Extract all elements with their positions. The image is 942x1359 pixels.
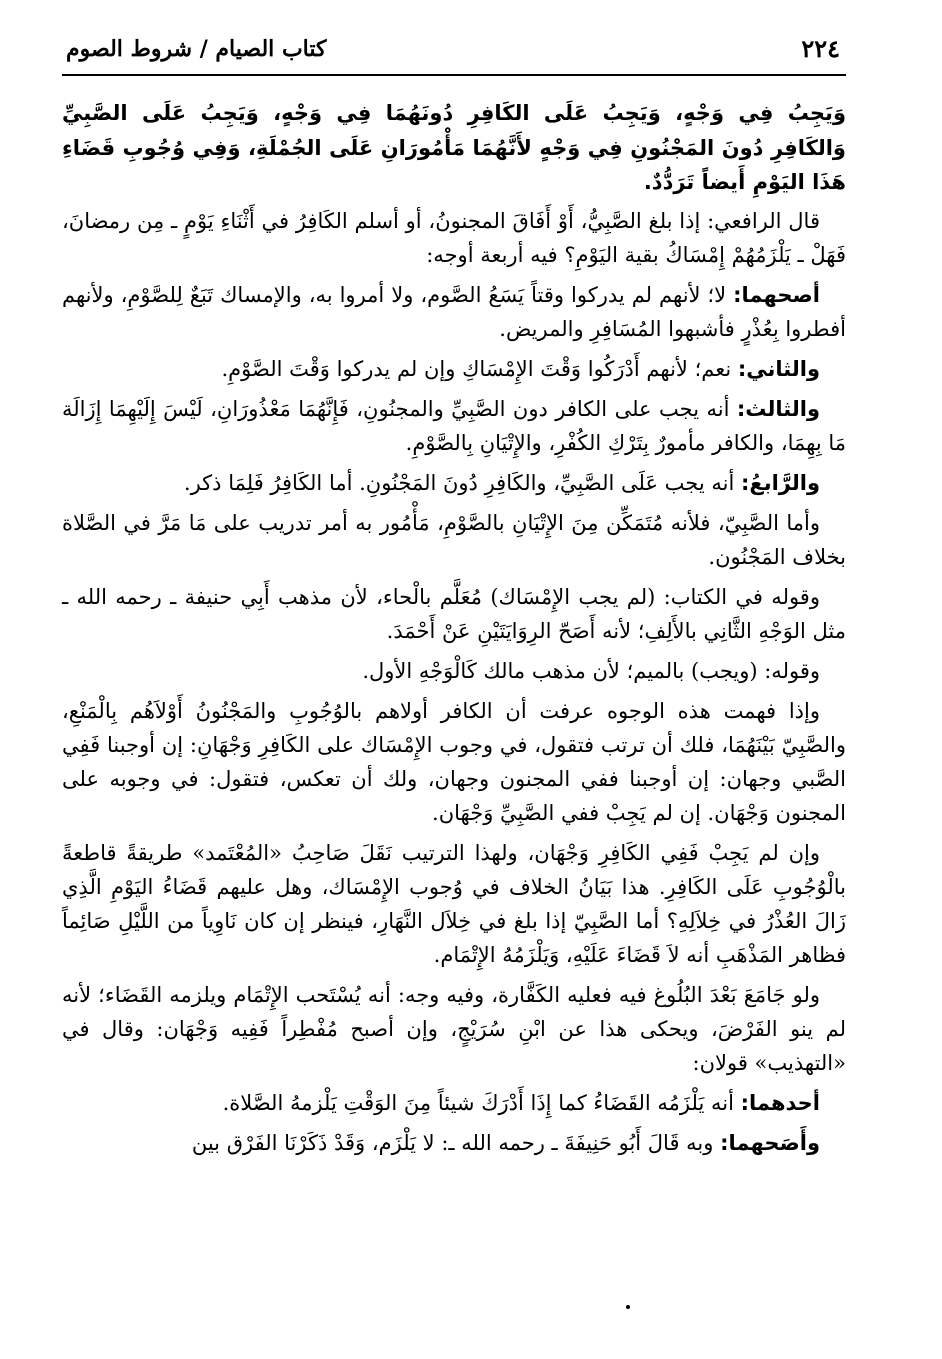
- paragraph-4: [62, 392, 846, 460]
- paragraph-text: أنه يجب عَلَى الصَّبِيِّ، والكَافِرِ دُونَ المَجْنُونِ. أما الكَافِرُ فَلِمَا ذكر.: [183, 471, 741, 496]
- paragraph-text: قال الرافعي: إذا بلغ الصَّبِيُّ، أَوْ أَفَاقَ المجنونُ، أو أسلم الكَافِرُ في أَثْنَاءِ يَوْمٍ ـ مِن رمضانَ، فَهَلْ ـ يَلْزَمُهُمْ إِمْسَاكُ بقية اليَوْمِ؟ فيه أربعة أوجه:: [62, 208, 846, 267]
- paragraph-text: وأما الصَّبِيّ، فلأنه مُتَمَكِّن مِنَ الإِتْيَانِ بالصَّوْمِ، مَأْمُور به أمر تدريب على مَا مَرَّ في الصَّلاة بخلاف المَجْنُون.: [62, 511, 846, 570]
- paragraph-7: [62, 580, 846, 648]
- page-header: [62, 30, 846, 76]
- paragraph-text: وبه قَالَ أَبُو حَنِيفَةَ ـ رحمه الله ـ: لا يَلْزَم، وَقَدْ ذَكَرْنَا الفَرْق بين: [191, 1131, 721, 1156]
- paragraph-9: [62, 694, 846, 830]
- paragraph-text: وقوله في الكتاب: (لم يجب الإِمْسَاك) مُعَلَّم بالْحاء، لأن مذهب أَبِي حنيفة ـ رحمه الله ـ مثل الوَجْهِ الثَّانِي بالأَلِفِ؛ لأنه أَصَحّ الرِوَايَتَيْنِ عَنْ أَحْمَدَ.: [62, 585, 846, 644]
- paragraph-3: [62, 352, 846, 386]
- paragraph-text: أنه يَلْزَمُه القَضَاءُ كما إِذَا أَدْرَكَ شيئاً مِنَ الوَقْتِ يَلْزمهُ الصَّلاة.: [222, 1091, 741, 1116]
- running-title: كتاب الصيام / شروط الصوم: [66, 36, 327, 62]
- paragraph-13: [62, 1126, 846, 1160]
- paragraph-text: نعم؛ لأنهم أَدْرَكُوا وَقْتَ الإِمْسَاكِ وإن لم يدركوا وَقْتَ الصَّوْمِ.: [221, 356, 738, 381]
- paragraph-11: [62, 978, 846, 1080]
- paragraph-lead: أحدهما:: [740, 1091, 820, 1116]
- paragraph-6: [62, 506, 846, 574]
- paragraph-text: وإذا فهمت هذه الوجوه عرفت أن الكافر أولاهم بالوُجُوبِ والمَجْنُونُ أَوْلاَهُم بِالْمَنْعِ، والصَّبِيّ بَيْنَهُمَا، فلك أن ترتب فتقول، في وجوب الإِمْسَاك على الكَافِرِ وَجْهَانِ: إن أوجبنا فَفِي الصَّبي وجهان: إن أوجبنا ففي المجنون وجهان، ولك أن تعكس، فتقول: في وجوبه على المجنون وَجْهَان. إن لم يَجِبْ ففي الصَّبِيِّ وَجْهَان.: [62, 699, 846, 826]
- paragraph-1: [62, 204, 846, 272]
- matn-text: وَيَجِبُ فِي وَجْهٍ، وَيَجِبُ عَلَى الكَافِرِ دُونَهُمَا فِي وَجْهٍ، وَيَجِبُ عَلَى الصَّبِيِّ وَالكَافِرِ دُونَ المَجْنُونِ فِي وَجْهٍ لأَنَّهُمَا مَأْمُورَانِ عَلَى الجُمْلَةِ، وَفِي وُجُوبِ قَضَاءِ هَذَا اليَوْمِ أَيضاً تَرَدُّدٌ.: [62, 101, 846, 195]
- page-number: ٢٢٤: [801, 34, 840, 63]
- paragraph-lead: والثاني:: [737, 356, 820, 381]
- paragraph-text: لا؛ لأنهم لم يدركوا وقتاً يَسَعُ الصَّوم، ولا أمروا به، والإمساك تَبَعٌ لِلصَّوْمِ، ولأنهم أفطروا بِعُذْرٍ فأشبهوا المُسَافِرِ والمريض.: [62, 282, 846, 341]
- paragraph-text: أنه يجب على الكافر دون الصَّبِيِّ والمجنُونِ، فَإِنَّهُمَا مَعْذُورَانِ، لَيْسَ إِلَيْهِمَا إِزَالَة مَا بِهِمَا، والكافر مأمورٌ بِتَرْكِ الكُفْرِ، والإِتْيَانِ بِالصَّوْمِ.: [62, 397, 846, 456]
- paragraph-lead: والثالث:: [736, 397, 820, 421]
- paragraph-lead: والرَّابعُ:: [740, 471, 820, 496]
- paragraph-text: وقوله: (ويجب) بالميم؛ لأن مذهب مالك كَالْوَجْهِ الأول.: [362, 659, 820, 684]
- paragraph-lead: أصحهما:: [733, 282, 820, 307]
- paragraph-10: [62, 836, 846, 972]
- paragraph-5: [62, 466, 846, 500]
- paragraph-2: [62, 278, 846, 346]
- page-body: [62, 96, 846, 1166]
- paragraph-text: وإن لم يَجِبْ فَفِي الكَافِرِ وَجْهَان، ولهذا الترتيب نَقَلَ صَاحِبُ «المُعْتَمد» طريقةً قاطعةً بالْوُجُوبِ عَلَى الكَافِرِ. هذا بَيَانُ الخلاف في وُجوب الإِمْسَاك، وهل عليهم قَضَاءُ اليَوْمِ الَّذِي زَالَ العُذْرُ في خِلاَلِهِ؟ أما الصَّبِيّ إذا بلغ في خِلاَل النَّهَارِ، فينظر إن كان نَاوِياً من اللَّيْلِ صَائِماً فظاهر المَذْهَبِ أنه لاَ قَضَاءَ عَلَيْهِ، وَيَلْزَمُهُ الإِتْمَام.: [62, 841, 846, 968]
- paragraph-text: ولو جَامَعَ بَعْدَ البُلُوغ فيه فعليه الكَفَّارة، وفيه وجه: أنه يُسْتَحب الإِتْمَام ويلزمه القَضَاء؛ لأنه لم ينو الفَرْضَ، ويحكى هذا عن ابْنِ سُرَيْجٍ، وإن أصبح مُفْطِراً فَفِيه وَجْهَان: وقال في «التهذيب» قولان:: [62, 983, 846, 1076]
- paragraph-8: [62, 654, 846, 688]
- footer-dot: [626, 1305, 630, 1309]
- paragraph-12: [62, 1086, 846, 1120]
- paragraph-lead: وأَصَحهما:: [720, 1131, 820, 1156]
